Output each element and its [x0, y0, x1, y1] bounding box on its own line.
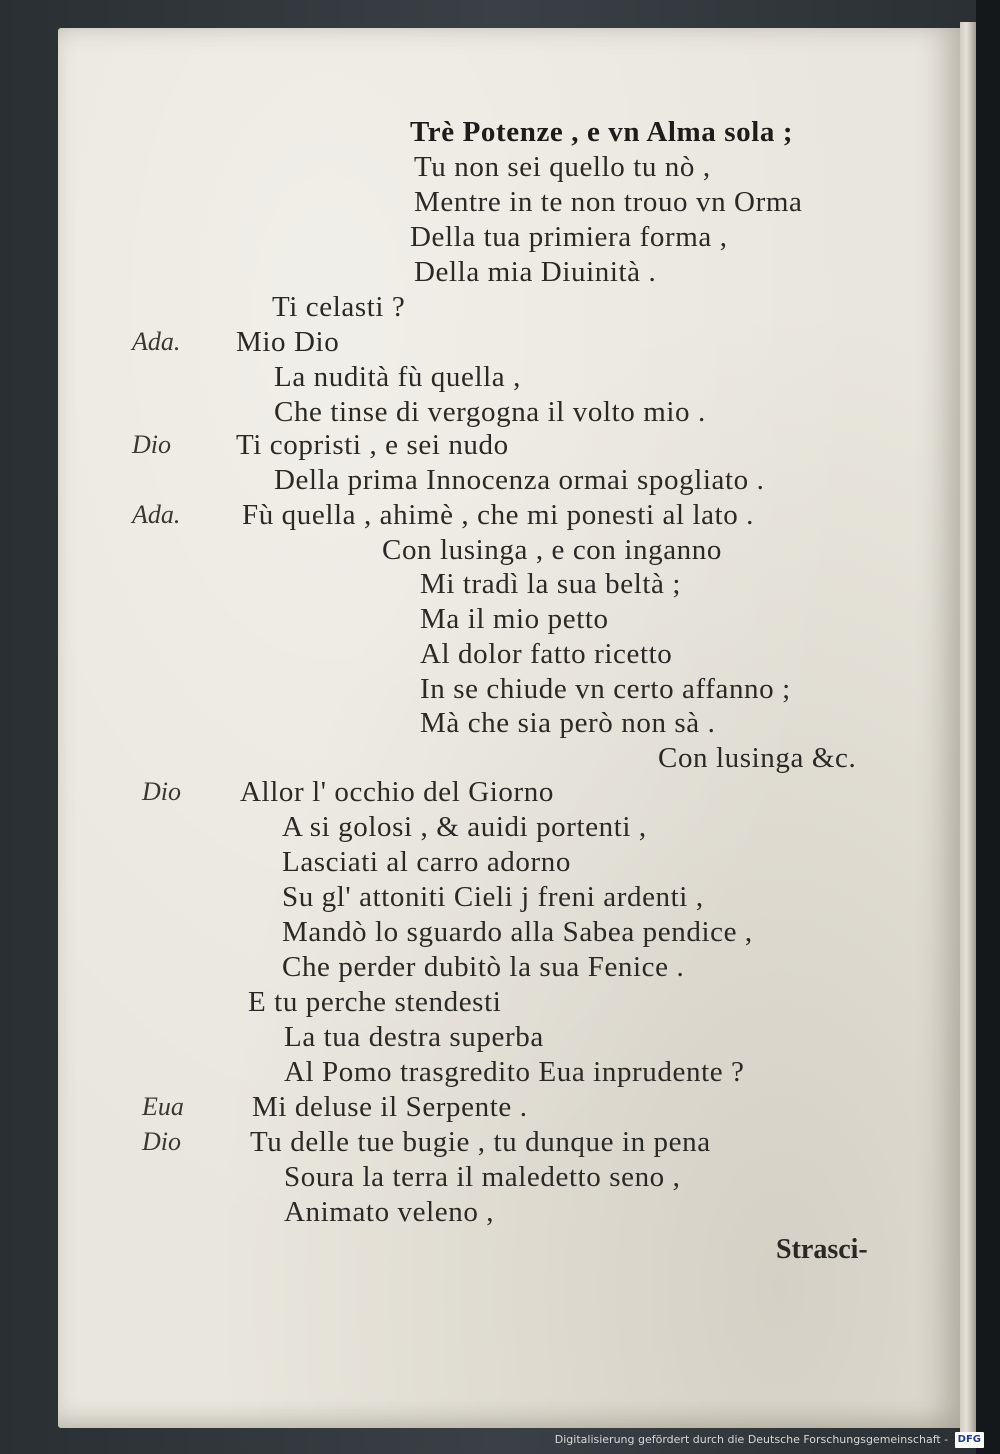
verse-line: Al Pomo trasgredito Eua inprudente ?	[284, 1056, 745, 1088]
verse-line: Che tinse di vergogna il volto mio .	[274, 396, 706, 428]
catchword: Strasci-	[776, 1234, 868, 1265]
verse-line: Fù quella , ahimè , che mi ponesti al lato .	[242, 499, 755, 531]
speaker-label: Dio	[142, 1127, 181, 1156]
verse-line: Mi tradì la sua beltà ;	[420, 568, 682, 600]
speaker-label: Ada.	[132, 500, 181, 529]
verse-line: Ti celasti ?	[272, 291, 406, 323]
verse-line: Della mia Diuinità .	[414, 256, 657, 288]
verse-line: Mentre in te non trouo vn Orma	[414, 186, 803, 218]
verse-line: Mà che sia però non sà .	[420, 707, 716, 739]
verse-line: Della prima Innocenza ormai spogliato .	[274, 464, 765, 496]
verse-line: La tua destra superba	[284, 1021, 544, 1053]
verse-line: Soura la terra il maledetto seno ,	[284, 1161, 681, 1193]
book-spine	[976, 0, 1000, 1454]
verse-line: Mio Dio	[236, 326, 340, 358]
digitization-credit	[555, 1432, 984, 1448]
verse-line: Tu delle tue bugie , tu dunque in pena	[250, 1126, 711, 1158]
credit-text: Digitalisierung gefördert durch die Deutsche Forschungsgemeinschaft -	[554, 1433, 949, 1446]
verse-line: Con lusinga , e con inganno	[382, 534, 722, 566]
speaker-label: Eua	[142, 1092, 184, 1121]
verse-line: Allor l' occhio del Giorno	[240, 776, 554, 808]
verse-line: La nudità fù quella ,	[274, 361, 521, 393]
dfg-logo-icon: DFG	[955, 1432, 984, 1448]
speaker-label: Dio	[142, 777, 181, 806]
verse-line: Al dolor fatto ricetto	[420, 638, 673, 670]
verse-line: Trè Potenze , e vn Alma sola ;	[410, 116, 794, 148]
verse-line: Che perder dubitò la sua Fenice .	[282, 951, 685, 983]
verse-line: Ti copristi , e sei nudo	[236, 429, 509, 461]
verse-line: Della tua primiera forma ,	[410, 221, 728, 253]
verse-line: Tu non sei quello tu nò ,	[414, 151, 711, 183]
verse-line: E tu perche stendesti	[248, 986, 502, 1018]
verse-line: Ma il mio petto	[420, 603, 609, 635]
verse-line: Mi deluse il Serpente .	[252, 1091, 528, 1123]
speaker-label: Dio	[132, 430, 171, 459]
verse-line: Su gl' attoniti Cieli j freni ardenti ,	[282, 881, 704, 913]
verse-line: A si golosi , & auidi portenti ,	[282, 811, 647, 843]
speaker-label: Ada.	[132, 327, 181, 356]
page-edge	[960, 22, 976, 1432]
verse-line: Mandò lo sguardo alla Sabea pendice ,	[282, 916, 753, 948]
verse-line: Con lusinga &c.	[658, 742, 857, 774]
verse-line: Animato veleno ,	[284, 1196, 495, 1228]
verse-line: Lasciati al carro adorno	[282, 846, 571, 878]
verse-line: In se chiude vn certo affanno ;	[420, 673, 791, 705]
